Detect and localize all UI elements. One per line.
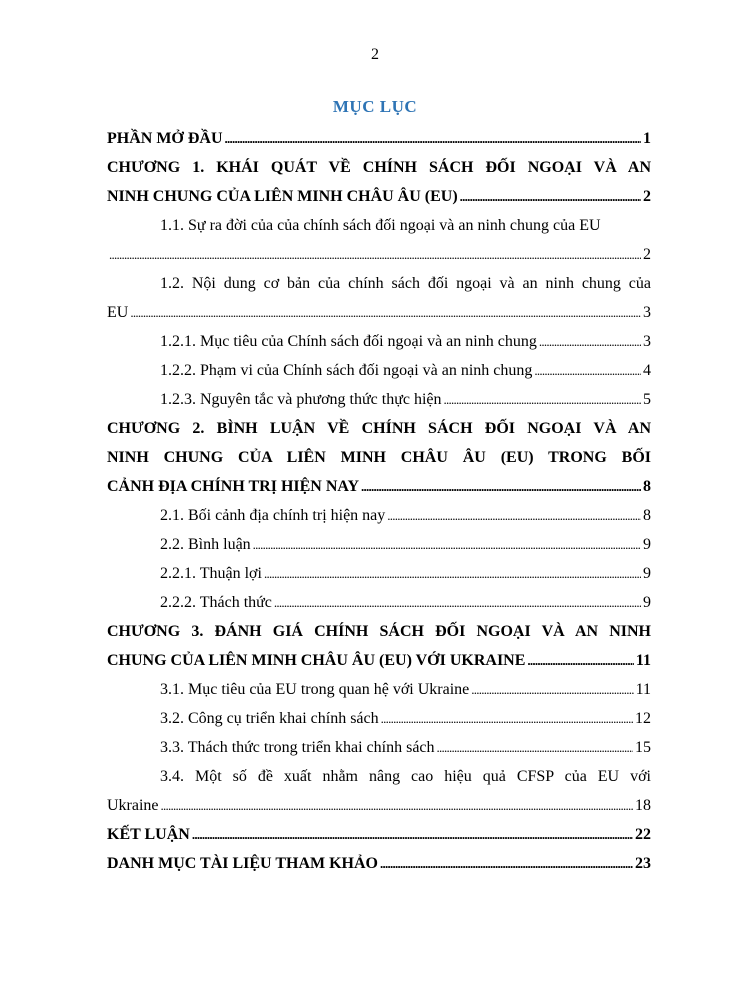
toc-entry-page: 5 bbox=[643, 391, 651, 408]
toc-entry-text: 3.3. Thách thức trong triển khai chính sách bbox=[160, 739, 435, 756]
toc-entry-page: 18 bbox=[635, 797, 651, 814]
toc-entry-page: 23 bbox=[635, 855, 651, 872]
dot-leader bbox=[361, 472, 641, 501]
dot-leader bbox=[381, 704, 633, 733]
toc-entry-1-2-3[interactable] bbox=[107, 385, 651, 414]
toc-entry-page: 12 bbox=[635, 710, 651, 727]
toc-entry-page: 4 bbox=[643, 362, 651, 379]
toc-entry-3-4[interactable] bbox=[107, 762, 651, 820]
toc-entry-page: 3 bbox=[643, 333, 651, 350]
toc-entry-text: 1.2.2. Phạm vi của Chính sách đối ngoại và an ninh chung bbox=[160, 362, 533, 379]
dot-leader bbox=[387, 501, 641, 530]
toc-entry-text: 2.1. Bối cảnh địa chính trị hiện nay bbox=[160, 507, 386, 524]
toc-entry-conclusion[interactable] bbox=[107, 820, 651, 849]
toc-entry-1-1[interactable] bbox=[107, 211, 651, 269]
toc-entry-page: 9 bbox=[643, 594, 651, 611]
toc-entry-text-cont: CẢNH ĐỊA CHÍNH TRỊ HIỆN NAY bbox=[107, 478, 360, 495]
dot-leader bbox=[380, 849, 633, 878]
toc-entry-text: 3.4. Một số đề xuất nhằm nâng cao hiệu quả CFSP của EU với bbox=[160, 768, 651, 785]
toc-entry-3-1[interactable] bbox=[107, 675, 651, 704]
toc-entry-page: 11 bbox=[635, 681, 651, 698]
toc-entry-text: CHƯƠNG 2. BÌNH LUẬN VỀ CHÍNH SÁCH ĐỐI NGOẠI VÀ AN bbox=[107, 420, 651, 437]
dot-leader bbox=[444, 385, 641, 414]
toc-entry-chapter-3[interactable] bbox=[107, 617, 651, 675]
toc-entry-1-2-2[interactable] bbox=[107, 356, 651, 385]
toc-title: MỤC LỤC bbox=[332, 97, 418, 116]
toc-entry-2-2-2[interactable] bbox=[107, 588, 651, 617]
toc-list bbox=[107, 124, 651, 878]
toc-entry-text: KẾT LUẬN bbox=[107, 826, 190, 843]
toc-entry-text: 3.1. Mục tiêu của EU trong quan hệ với Ukraine bbox=[160, 681, 470, 698]
toc-entry-page: 2 bbox=[643, 188, 651, 205]
toc-entry-chapter-2[interactable] bbox=[107, 414, 651, 501]
toc-entry-3-2[interactable] bbox=[107, 704, 651, 733]
toc-entry-references[interactable] bbox=[107, 849, 651, 878]
toc-entry-page: 9 bbox=[643, 565, 651, 582]
toc-entry-text-cont: CHUNG CỦA LIÊN MINH CHÂU ÂU (EU) VỚI UKRAINE bbox=[107, 652, 526, 669]
toc-entry-text: 1.2. Nội dung cơ bản của chính sách đối ngoại và an ninh chung của bbox=[160, 275, 651, 292]
toc-entry-text: CHƯƠNG 3. ĐÁNH GIÁ CHÍNH SÁCH ĐỐI NGOẠI VÀ AN NINH bbox=[107, 623, 651, 640]
toc-entry-text: PHẦN MỞ ĐẦU bbox=[107, 130, 223, 147]
toc-entry-text: 1.2.3. Nguyên tắc và phương thức thực hiện bbox=[160, 391, 442, 408]
toc-entry-1-2-1[interactable] bbox=[107, 327, 651, 356]
toc-entry-1-2[interactable] bbox=[107, 269, 651, 327]
toc-entry-page: 9 bbox=[643, 536, 651, 553]
toc-entry-text: DANH MỤC TÀI LIỆU THAM KHẢO bbox=[107, 855, 378, 872]
dot-leader bbox=[192, 820, 633, 849]
toc-entry-text: CHƯƠNG 1. KHÁI QUÁT VỀ CHÍNH SÁCH ĐỐI NGOẠI VÀ AN bbox=[107, 159, 651, 176]
toc-entry-text: 1.1. Sự ra đời của của chính sách đối ngoại và an ninh chung của EU bbox=[160, 217, 601, 234]
dot-leader bbox=[225, 124, 641, 153]
toc-entry-introduction[interactable] bbox=[107, 124, 651, 153]
dot-leader bbox=[130, 298, 641, 327]
toc-entry-page: 15 bbox=[635, 739, 651, 756]
dot-leader bbox=[471, 675, 633, 704]
toc-entry-chapter-1[interactable] bbox=[107, 153, 651, 211]
toc-entry-text: 2.2.2. Thách thức bbox=[160, 594, 272, 611]
dot-leader bbox=[437, 733, 633, 762]
toc-entry-2-2-1[interactable] bbox=[107, 559, 651, 588]
toc-entry-text: 2.2.1. Thuận lợi bbox=[160, 565, 262, 582]
toc-entry-text: 2.2. Bình luận bbox=[160, 536, 251, 553]
dot-leader bbox=[253, 530, 641, 559]
toc-entry-page: 22 bbox=[635, 826, 651, 843]
page-number: 2 bbox=[371, 46, 379, 63]
toc-entry-3-3[interactable] bbox=[107, 733, 651, 762]
dot-leader bbox=[527, 646, 633, 675]
toc-entry-page: 1 bbox=[643, 130, 651, 147]
dot-leader bbox=[109, 240, 641, 269]
toc-entry-page: 2 bbox=[643, 246, 651, 263]
toc-entry-page: 3 bbox=[643, 304, 651, 321]
toc-entry-page: 8 bbox=[643, 507, 651, 524]
toc-entry-page: 11 bbox=[635, 652, 651, 669]
toc-entry-text-cont: Ukraine bbox=[107, 797, 159, 814]
dot-leader bbox=[534, 356, 641, 385]
toc-entry-text-cont: EU bbox=[107, 304, 129, 321]
toc-entry-2-2[interactable] bbox=[107, 530, 651, 559]
dot-leader bbox=[539, 327, 641, 356]
toc-entry-text: 1.2.1. Mục tiêu của Chính sách đối ngoại và an ninh chung bbox=[160, 333, 537, 350]
dot-leader bbox=[161, 791, 633, 820]
dot-leader bbox=[460, 182, 641, 211]
toc-entry-2-1[interactable] bbox=[107, 501, 651, 530]
dot-leader bbox=[274, 588, 641, 617]
toc-entry-page: 8 bbox=[643, 478, 651, 495]
toc-entry-text: 3.2. Công cụ triển khai chính sách bbox=[160, 710, 379, 727]
dot-leader bbox=[264, 559, 641, 588]
toc-entry-text-cont: NINH CHUNG CỦA LIÊN MINH CHÂU ÂU (EU) bbox=[107, 188, 458, 205]
toc-entry-text-cont: NINH CHUNG CỦA LIÊN MINH CHÂU ÂU (EU) TRONG BỐI bbox=[107, 449, 651, 466]
